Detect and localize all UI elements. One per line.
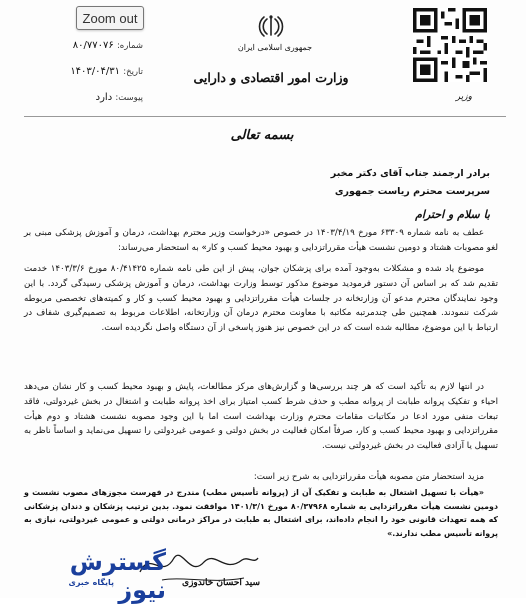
addressee: برادر ارجمند جناب آقای دکتر مخبر xyxy=(330,168,490,179)
watermark-tagline: پایگاه خبری xyxy=(68,578,114,587)
iran-emblem-icon xyxy=(258,14,284,38)
attachment-label: پیوست: xyxy=(115,93,143,103)
greeting: با سلام و احترام xyxy=(415,208,490,221)
letter-number xyxy=(28,40,143,51)
ministry-title: وزارت امور اقتصادی و دارایی xyxy=(193,70,349,85)
number-value: ۸۰/۷۷۰۷۶ xyxy=(72,40,114,51)
number-label: شماره: xyxy=(116,41,143,51)
signatory-name: سید احسان خاندوزی xyxy=(182,578,260,588)
addressee-title: سرپرست محترم ریاست جمهوری xyxy=(334,186,490,197)
date-label: تاریخ: xyxy=(123,67,143,77)
letter-body xyxy=(24,226,498,256)
letter-body-5 xyxy=(24,486,498,540)
date-value: ۱۴۰۳/۰۴/۳۱ xyxy=(70,66,121,77)
paragraph-resolution-intro: مزید استحضار متن مصوبه هیأت مقرراتزدایی به شرح زیر است: xyxy=(253,472,484,482)
qr-code-icon xyxy=(413,8,487,82)
attachment-value: دارد xyxy=(95,92,113,103)
paragraph-resolution-text: «هیأت با تسهیل اشتغال به طبابت و تفکیک آن از (پروانه تأسیس مطب) مندرج در فهرست مجوزهای مصوب نشست و دومین نشست هیأت مقرراتزدایی به شماره ۸۰/۳۷۹۶۸ مورخ ۱۴۰۱/۳/۱ موافقت نمود. بدین ترتیب پزشکان و دندان پزشکانی که همه تعهدات قانونی خود را انجام داده‌اند، برای اشتغال به طبابت در مراکز درمانی دولتی و عمومی غیردولتی، نیازی به پروانه تأسیس مطب ندارند.» xyxy=(24,488,498,538)
letter-attachment xyxy=(28,92,143,103)
letter-body-4 xyxy=(24,470,498,485)
paragraph-background: موضوع یاد شده و مشکلات به‌وجود آمده برای پزشکان جوان، پیش از این طی نامه شماره ۸۰/۴۱۴۲۵ مورخ ۱۴۰۳/۳/۶ خدمت تقدیم شد که بر اساس آن دستور فرمودید موضوع مذکور توسط وزارت بهداشت، درمان و آموزش پزشکی رسیدگی گردد. با این وجود نمایندگان محترم مدعو آن وزارتخانه در جلسات هیأت مقرراتزدایی و بهبود محیط کسب و کار و کمیته‌های تخصصی مربوطه شرکت ننمودند. همچنین طی چندمرتبه مکاتبه با معاونت محترم درمان آن وزارتخانه، اطلاعات مربوط به تصمیم‌گیری شفاف در ارتباط با این موضوع، مطالبه شده است که در این خصوص نیز هنوز پاسخی از آن دستگاه واصل نگردیده است. xyxy=(24,264,498,334)
paragraph-reference: عطف به نامه شماره ۶۳۳۰۹ مورخ ۱۴۰۳/۴/۱۹ در خصوص «درخواست وزیر محترم بهداشت، درمان و آموزش پزشکی مبنی بر لغو مصوبات هشتاد و دومین نشست هیأت مقرراتزدایی و بهبود محیط کسب و کار» به استحضار می‌رساند: xyxy=(24,228,498,253)
header-divider xyxy=(24,116,506,117)
office-title: وزیر xyxy=(455,92,472,102)
news-watermark-logo xyxy=(16,548,166,604)
government-title: جمهوری اسلامی ایران xyxy=(237,43,313,52)
letter-date xyxy=(28,66,143,77)
bismillah: بسمه تعالی xyxy=(230,128,294,143)
watermark-brand: گسترش نیوز xyxy=(69,548,166,604)
paragraph-emphasis: در انتها لازم به تأکید است که هر چند بررسی‌ها و گزارش‌های مرکز مطالعات، پایش و بهبود محیط کسب و کار نشان می‌دهد احیاء و تفکیک پروانه طبابت از پروانه مطب و حذف شرط کسب امتیاز برای اخذ پروانه طبابت و اشتغال در بخش غیردولتی، فاقد تبعات منفی مورد ادعا در مکاتبات مقامات محترم وزارت بهداشت است اما با این وجود مصوبه نشست هشتاد و دوم هیأت مقرراتزدایی و بهبود محیط کسب و کار، صرفاً امکان فعالیت در بخش دولتی و عمومی غیردولتی را تسهیل می‌نماید و اساساً ناظر به تسهیل یا آزادی فعالیت در بخش غیردولتی نیست. xyxy=(24,382,498,452)
letter-body-3 xyxy=(24,380,498,454)
zoom-out-button[interactable]: Zoom out xyxy=(76,6,144,30)
letter-body-2 xyxy=(24,262,498,336)
